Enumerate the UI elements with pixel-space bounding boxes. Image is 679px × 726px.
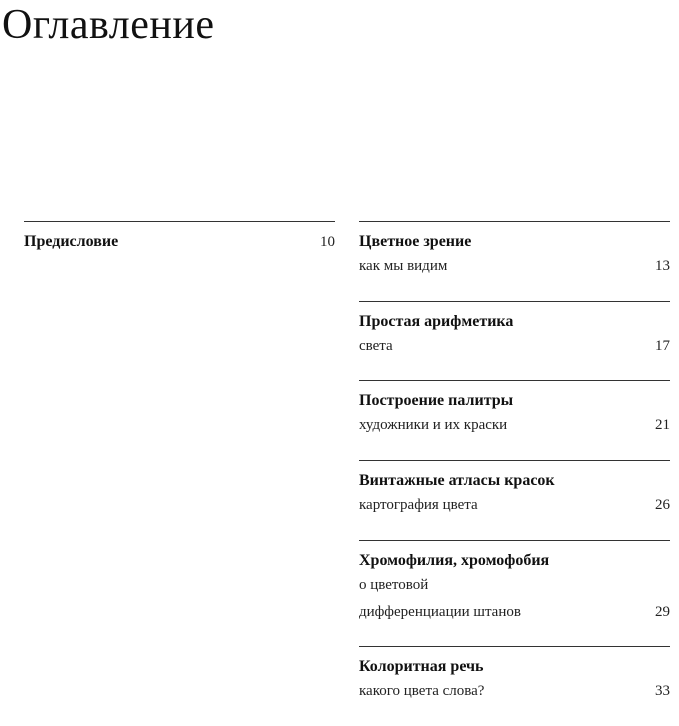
toc-entry-color-vision[interactable] <box>359 221 670 301</box>
toc-entry-subtitle: о цветовой <box>359 577 429 593</box>
toc-page-number: 26 <box>655 497 670 513</box>
toc-page-number: 10 <box>320 234 335 250</box>
toc-entry-light-arithmetic[interactable] <box>359 301 670 380</box>
toc-entry-subtitle-row <box>359 492 670 519</box>
toc-entry-subtitle: художники и их краски <box>359 417 508 433</box>
toc-entry-color-atlases[interactable] <box>359 460 670 540</box>
toc-entry-chromophilia[interactable] <box>359 540 670 646</box>
toc-entry-subtitle: какого цвета слова? <box>359 683 485 699</box>
page-title: Оглавление <box>2 2 215 48</box>
toc-right-column <box>359 221 670 726</box>
toc-entry-title: Винтажные атласы красок <box>359 472 555 489</box>
toc-entry-subtitle-row <box>359 412 670 439</box>
toc-page-number: 33 <box>655 683 670 699</box>
toc-entry-title: Простая арифметика <box>359 313 514 330</box>
toc-entry-row <box>24 230 335 254</box>
toc-entry-subtitle: картография цвета <box>359 497 478 513</box>
toc-page-number: 13 <box>655 258 670 274</box>
toc-left-column <box>24 221 335 264</box>
toc-entry-subtitle: света <box>359 338 393 354</box>
toc-page-number: 21 <box>655 417 670 433</box>
toc-entry-colorful-speech[interactable] <box>359 646 670 726</box>
toc-entry-subtitle: как мы видим <box>359 258 448 274</box>
toc-entry-title: Построение палитры <box>359 392 514 409</box>
toc-entry-subtitle-row <box>359 599 670 626</box>
toc-page-number: 17 <box>655 338 670 354</box>
toc-entry-palette[interactable] <box>359 380 670 460</box>
toc-entry-title: Колоритная речь <box>359 658 484 675</box>
toc-entry-preface[interactable] <box>24 222 335 264</box>
toc-entry-subtitle-row <box>359 678 670 705</box>
toc-page-number: 29 <box>655 604 670 620</box>
toc-entry-subtitle-row <box>359 333 670 360</box>
toc-entry-subtitle-row <box>359 253 670 280</box>
toc-entry-title: Хромофилия, хромофобия <box>359 552 550 569</box>
toc-entry-subtitle: дифференциации штанов <box>359 604 521 620</box>
toc-entry-title: Цветное зрение <box>359 233 472 250</box>
toc-entry-title: Предисловие <box>24 233 119 250</box>
